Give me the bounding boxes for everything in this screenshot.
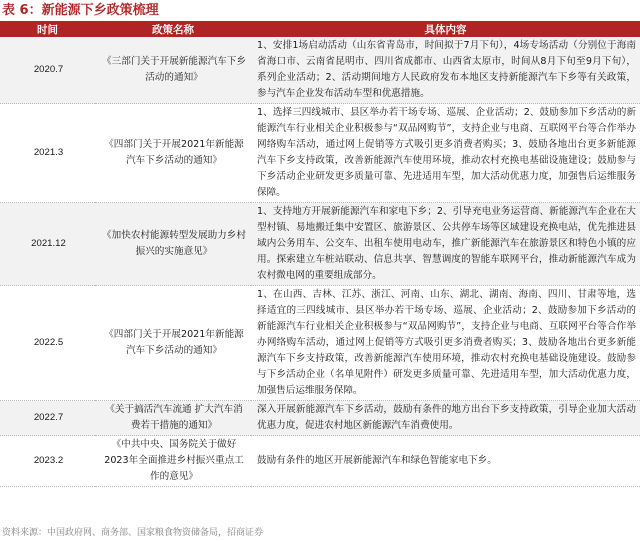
source-note: 资料来源：中国政府网、商务部、国家粮食物资储备局，招商证券	[2, 528, 264, 538]
table-row	[0, 104, 640, 203]
table-row	[0, 401, 640, 436]
header-time: 时间	[0, 21, 95, 37]
table-row	[0, 37, 640, 104]
row-content: 鼓励有条件的地区开展新能源汽车和绿色智能家电下乡。	[251, 436, 640, 487]
row-content: 1、支持地方开展新能源汽车和家电下乡；2、引导充电业务运营商、新能源汽车企业在大型村镇、易地搬迁集中安置区、旅游景区、公共停车场等区域建设充换电站，优先推进县域内公务用车、公交车、出租车使用电动车，推广新能源汽车在旅游景区和特色小镇的应用。探索建立车桩站联动、信息共享、智慧调度的智能车联网平台，推动新能源汽车成为农村微电网的重要组成部分。	[251, 203, 640, 286]
row-content: 1、在山西、吉林、江苏、浙江、河南、山东、湖北、湖南、海南、四川、甘肃等地，选择适宜的三四线城市、县区举办若干场专场、巡展、企业活动；2、鼓励参加下乡活动的新能源汽车行业相关企业积极参与“双品网购节”，支持企业与电商、互联网平台等合作举办网络购车活动，通过网上促销等方式吸引更多消费者购买；3、鼓励各地出台更多新能源汽车下乡支持政策，改善新能源汽车使用环境，推动农村充换电基础设施建设。鼓励参与下乡活动企业（名单见附件）研发更多质量可靠、先进适用车型，加大活动优惠力度，加强售后运维服务保障。	[251, 286, 640, 401]
row-time: 2021.3	[0, 104, 95, 203]
row-time: 2020.7	[0, 37, 95, 104]
row-time: 2022.5	[0, 286, 95, 401]
table-row	[0, 203, 640, 286]
row-policy-name: 《加快农村能源转型发展助力乡村振兴的实施意见》	[95, 203, 251, 286]
row-time: 2022.7	[0, 401, 95, 436]
header-policy-name: 政策名称	[95, 21, 251, 37]
row-policy-name: 《中共中央、国务院关于做好2023年全面推进乡村振兴重点工作的意见》	[95, 436, 251, 487]
row-time: 2021.12	[0, 203, 95, 286]
header-content: 具体内容	[251, 21, 640, 37]
table-header-row	[0, 21, 640, 37]
row-time: 2023.2	[0, 436, 95, 487]
row-policy-name: 《四部门关于开展2021年新能源汽车下乡活动的通知》	[95, 104, 251, 203]
row-policy-name: 《关于搞活汽车流通 扩大汽车消费若干措施的通知》	[95, 401, 251, 436]
row-policy-name: 《四部门关于开展2021年新能源汽车下乡活动的通知》	[95, 286, 251, 401]
row-policy-name: 《三部门关于开展新能源汽车下乡活动的通知》	[95, 37, 251, 104]
row-content: 1、安排1场启动活动（山东省青岛市，时间拟于7月下旬），4场专场活动（分别位于海南省海口市、云南省昆明市、四川省成都市、山西省太原市，时间从8月下旬至9月下旬），系列企业活动；2、活动期间地方人民政府发布本地区支持新能源汽车下乡等有关政策，参与汽车企业发布活动车型和优惠措施。	[251, 37, 640, 104]
row-content: 深入开展新能源汽车下乡活动，鼓励有条件的地方出台下乡支持政策，引导企业加大活动优惠力度，促进农村地区新能源汽车消费使用。	[251, 401, 640, 436]
table-row	[0, 436, 640, 487]
policy-table	[0, 21, 640, 487]
table-row	[0, 286, 640, 401]
row-content: 1、选择三四线城市、县区举办若干场专场、巡展、企业活动；2、鼓励参加下乡活动的新能源汽车行业相关企业积极参与“双品网购节”，支持企业与电商、互联网平台等合作举办网络购车活动，通过网上促销等方式吸引更多消费者购买；3、鼓励各地出台更多新能源汽车下乡支持政策，改善新能源汽车使用环境，推动农村充换电基础设施建设；鼓励参与下乡活动企业研发更多质量可靠、先进适用车型，加大活动优惠力度，加强售后运维服务保障。	[251, 104, 640, 203]
table-title: 表 6：新能源下乡政策梳理	[2, 3, 159, 18]
